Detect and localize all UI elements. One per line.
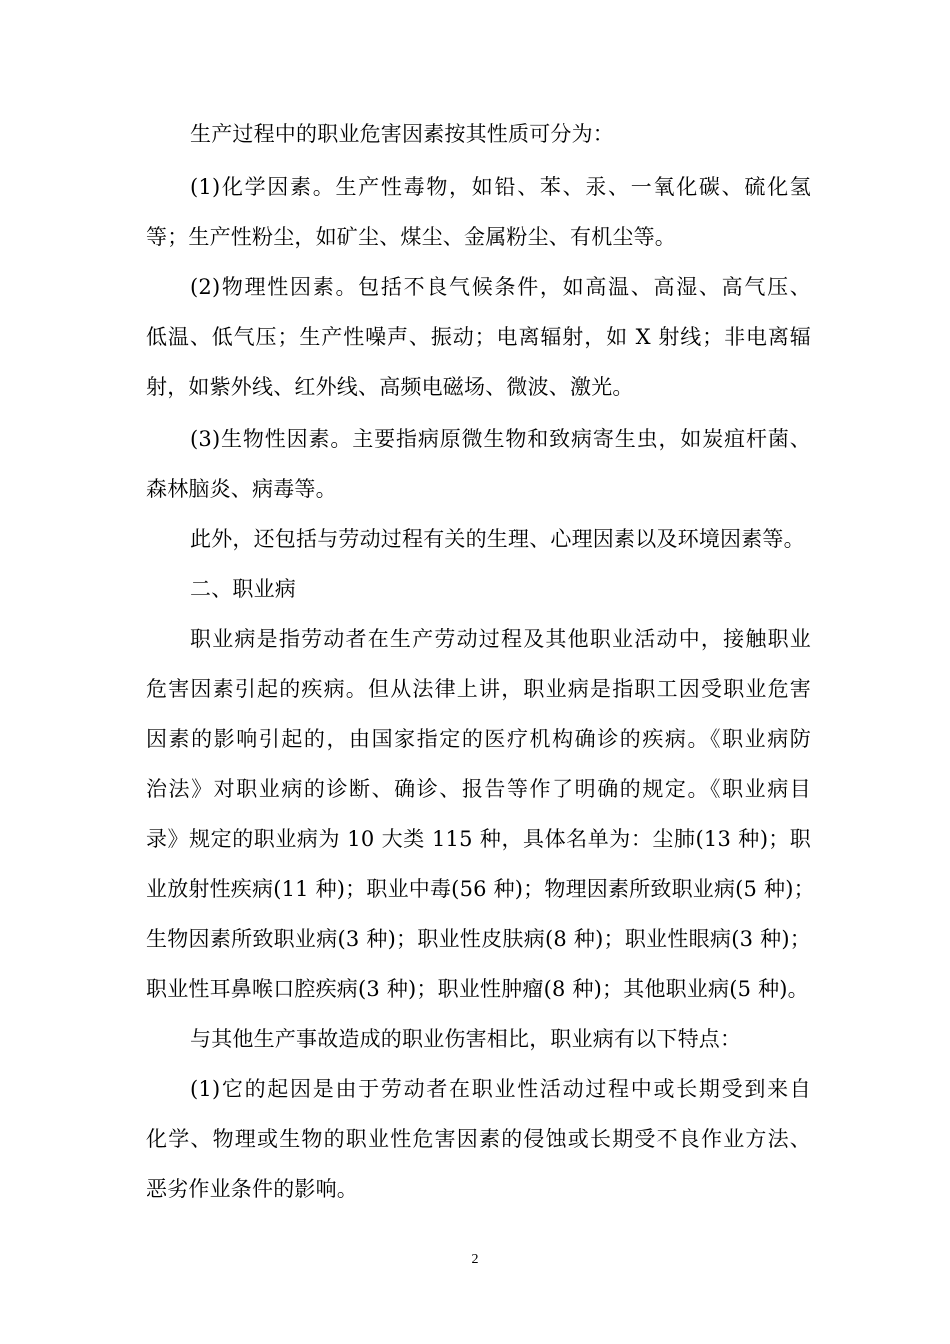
paragraph-line: 因素的影响引起的，由国家指定的医疗机构确诊的疾病。《职业病防: [146, 727, 811, 751]
paragraph-line: 生产过程中的职业危害因素按其性质可分为：: [190, 122, 614, 146]
paragraph-line: 低温、低气压；生产性噪声、振动；电离辐射，如 X 射线；非电离辐: [146, 325, 811, 349]
paragraph-line: 危害因素引起的疾病。但从法律上讲，职业病是指职工因受职业危害: [146, 677, 811, 701]
paragraph-line: (3)生物性因素。主要指病原微生物和致病寄生虫，如炭疽杆菌、: [190, 427, 811, 451]
paragraph-line: 生物因素所致职业病(3 种)；职业性皮肤病(8 种)；职业性眼病(3 种)；: [146, 927, 811, 951]
paragraph-line: (2)物理性因素。包括不良气候条件，如高温、高湿、高气压、: [190, 275, 811, 299]
paragraph-line: 与其他生产事故造成的职业伤害相比，职业病有以下特点：: [190, 1027, 742, 1051]
paragraph-line: 治法》对职业病的诊断、确诊、报告等作了明确的规定。《职业病目: [146, 777, 811, 801]
paragraph-line: (1)它的起因是由于劳动者在职业性活动过程中或长期受到来自: [190, 1077, 811, 1101]
paragraph-line: 职业性耳鼻喉口腔疾病(3 种)；职业性肿瘤(8 种)；其他职业病(5 种)。: [146, 977, 809, 1001]
section-heading: 二、职业病: [190, 577, 296, 601]
paragraph-line: 等；生产性粉尘，如矿尘、煤尘、金属粉尘、有机尘等。: [146, 225, 676, 249]
paragraph-line: (1)化学因素。生产性毒物，如铅、苯、汞、一氧化碳、硫化氢: [190, 175, 811, 199]
paragraph-line: 职业病是指劳动者在生产劳动过程及其他职业活动中，接触职业: [190, 627, 811, 651]
paragraph-line: 射，如紫外线、红外线、高频电磁场、微波、激光。: [146, 375, 634, 399]
paragraph-line: 录》规定的职业病为 10 大类 115 种，具体名单为：尘肺(13 种)；职: [146, 827, 811, 851]
paragraph-line: 此外，还包括与劳动过程有关的生理、心理因素以及环境因素等。: [190, 527, 805, 551]
paragraph-line: 业放射性疾病(11 种)；职业中毒(56 种)；物理因素所致职业病(5 种)；: [146, 877, 815, 901]
paragraph-line: 化学、物理或生物的职业性危害因素的侵蚀或长期受不良作业方法、: [146, 1127, 811, 1151]
paragraph-line: 森林脑炎、病毒等。: [146, 477, 337, 501]
page-number: 2: [471, 1252, 479, 1267]
paragraph-line: 恶劣作业条件的影响。: [146, 1177, 358, 1201]
